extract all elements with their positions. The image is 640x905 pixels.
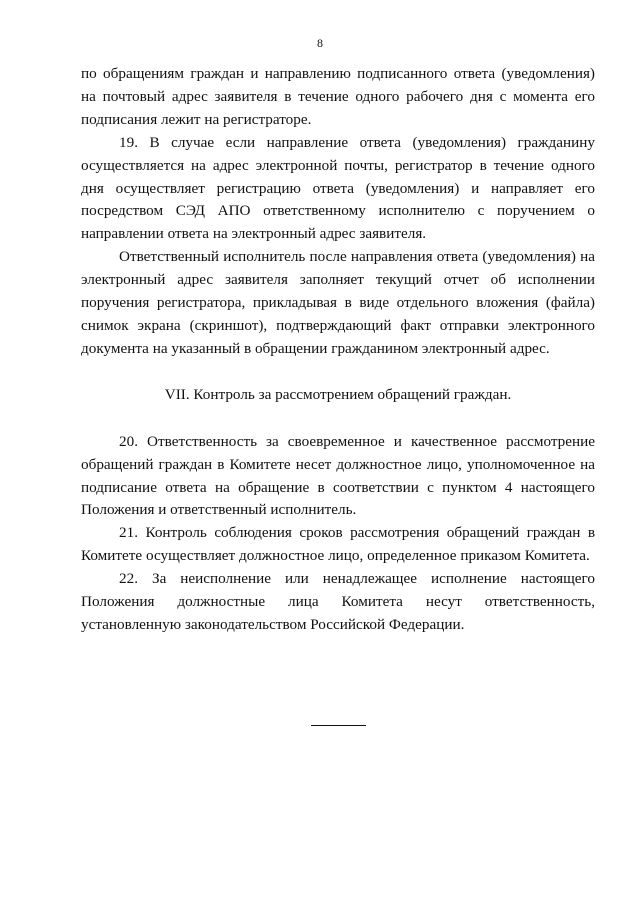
page-number: 8	[317, 36, 323, 50]
paragraph-21: 21. Контроль соблюдения сроков рассмотрения обращений граждан в Комитете осуществляет должностное лицо, определенное приказом Комитета.	[81, 524, 595, 565]
paragraph-19-executor: Ответственный исполнитель после направления ответа (уведомления) на электронный адрес заявителя заполняет текущий отчет об исполнении поручения регистратора, прикладывая в виде отдельного вложения (файла) снимок экрана (скриншот), подтверждающий факт отправки электронного документа на указанный в обращении гражданином электронный адрес.	[81, 248, 595, 357]
end-of-document-rule	[311, 725, 366, 726]
paragraph-continuation: по обращениям граждан и направлению подписанного ответа (уведомления) на почтовый адрес заявителя в течение одного рабочего дня с момента его подписания лежит на регистраторе.	[81, 65, 595, 128]
paragraph-22: 22. За неисполнение или ненадлежащее исполнение настоящего Положения должностные лица Комитета несут ответственность, установленную законодательством Российской Федерации.	[81, 570, 595, 633]
document-body	[81, 63, 595, 637]
section-heading: VII. Контроль за рассмотрением обращений граждан.	[164, 385, 512, 403]
paragraph-19: 19. В случае если направление ответа (уведомления) гражданину осуществляется на адрес электронной почты, регистратор в течение одного дня осуществляет регистрацию ответа (уведомления) и направляет его посредством СЭД АПО ответственному исполнителю с поручением о направлении ответа на электронный адрес заявителя.	[81, 133, 595, 243]
paragraph-20: 20. Ответственность за своевременное и качественное рассмотрение обращений граждан в Комитете несет должностное лицо, уполномоченное на подписание ответа на обращение в соответствии с пунктом 4 настоящего Положения и ответственный исполнитель.	[81, 432, 595, 519]
